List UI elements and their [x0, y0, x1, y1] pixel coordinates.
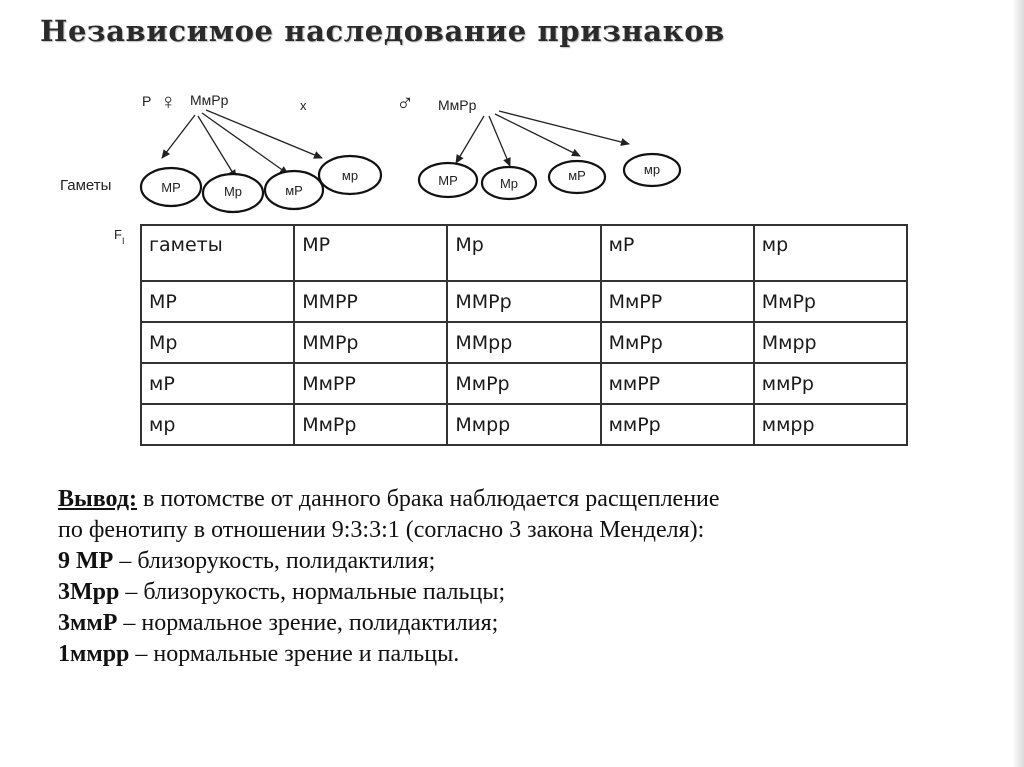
header-cell: гаметы — [141, 225, 294, 281]
male-genotype: МмРр — [438, 97, 477, 113]
genotype-cell: ММРр — [447, 281, 600, 322]
phenotype-genotype: 1ммрр — [58, 641, 130, 667]
genotype-cell: МмРр — [754, 281, 907, 322]
phenotype-genotype: 3ммР — [58, 610, 118, 636]
gametes-label: Гаметы — [60, 177, 112, 194]
conclusion-lead: Вывод: — [58, 486, 137, 512]
genotype-cell: МмРР — [294, 363, 447, 404]
table-row — [141, 281, 907, 322]
conclusion-text: в потомстве от данного брака наблюдается расщепление — [142, 486, 720, 512]
genotype-cell: МмРр — [294, 404, 447, 445]
table-row — [141, 322, 907, 363]
male-gamete-label: мР — [568, 168, 586, 183]
female-gamete-label: МР — [161, 180, 181, 195]
phenotype-text: – нормальное зрение, полидактилия; — [117, 610, 499, 636]
phenotype-item — [58, 577, 988, 608]
male-gamete-label: МР — [438, 173, 458, 188]
genotype-cell: МмРр — [447, 363, 600, 404]
cross-diagram — [0, 0, 1024, 250]
row-gamete-cell: мР — [141, 363, 294, 404]
male-gamete-label: мр — [643, 162, 661, 177]
row-gamete-cell: Мр — [141, 322, 294, 363]
p-label: P — [142, 93, 152, 109]
genotype-cell: МмРр — [601, 322, 754, 363]
header-cell: МР — [294, 225, 447, 281]
conclusion-block — [58, 484, 988, 670]
table-row — [141, 363, 907, 404]
conclusion-line — [58, 484, 988, 515]
genotype-cell: Ммрр — [447, 404, 600, 445]
female-gamete-label: мР — [285, 183, 303, 198]
male-arrows — [456, 111, 629, 166]
slide-title: Независимое наследование признаков — [40, 14, 725, 48]
conclusion-line: по фенотипу в отношении 9:3:3:1 (согласно 3 закона Менделя): — [58, 517, 705, 543]
table-header-row — [141, 225, 907, 281]
female-genotype: МмРр — [190, 92, 229, 108]
genotype-cell: ММРР — [294, 281, 447, 322]
genotype-cell: ММРр — [294, 322, 447, 363]
header-cell: мр — [754, 225, 907, 281]
genotype-cell: ммРр — [601, 404, 754, 445]
f1-label: F — [114, 227, 122, 242]
genotype-cell: МмРР — [601, 281, 754, 322]
genotype-cell: ММрр — [447, 322, 600, 363]
f1-subscript: I — [122, 236, 125, 246]
female-symbol-icon: ♀ — [160, 89, 177, 114]
phenotype-item — [58, 546, 988, 577]
male-gamete-label: Мр — [499, 176, 519, 191]
male-gamete-ovals — [419, 154, 680, 199]
row-gamete-cell: МР — [141, 281, 294, 322]
genotype-cell: ммРр — [754, 363, 907, 404]
female-gamete-label: Мр — [223, 184, 243, 199]
female-gamete-label: мр — [341, 168, 359, 183]
phenotype-genotype: 9 МР — [58, 548, 114, 574]
phenotype-item — [58, 639, 988, 670]
male-symbol-icon: ♂ — [396, 90, 414, 117]
genotype-cell: ммрр — [754, 404, 907, 445]
phenotype-text: – нормальные зрение и пальцы. — [129, 641, 460, 667]
genotype-cell: ммРР — [601, 363, 754, 404]
phenotype-text: – близорукость, нормальные пальцы; — [119, 579, 506, 605]
female-arrows — [162, 110, 322, 178]
phenotype-text: – близорукость, полидактилия; — [113, 548, 436, 574]
cross-sign: x — [300, 98, 307, 113]
header-cell: мР — [601, 225, 754, 281]
row-gamete-cell: мр — [141, 404, 294, 445]
table-row — [141, 404, 907, 445]
phenotype-genotype: 3Мрр — [58, 579, 120, 605]
phenotype-item — [58, 608, 988, 639]
punnett-table — [140, 224, 908, 446]
genotype-cell: Ммрр — [754, 322, 907, 363]
header-cell: Мр — [447, 225, 600, 281]
